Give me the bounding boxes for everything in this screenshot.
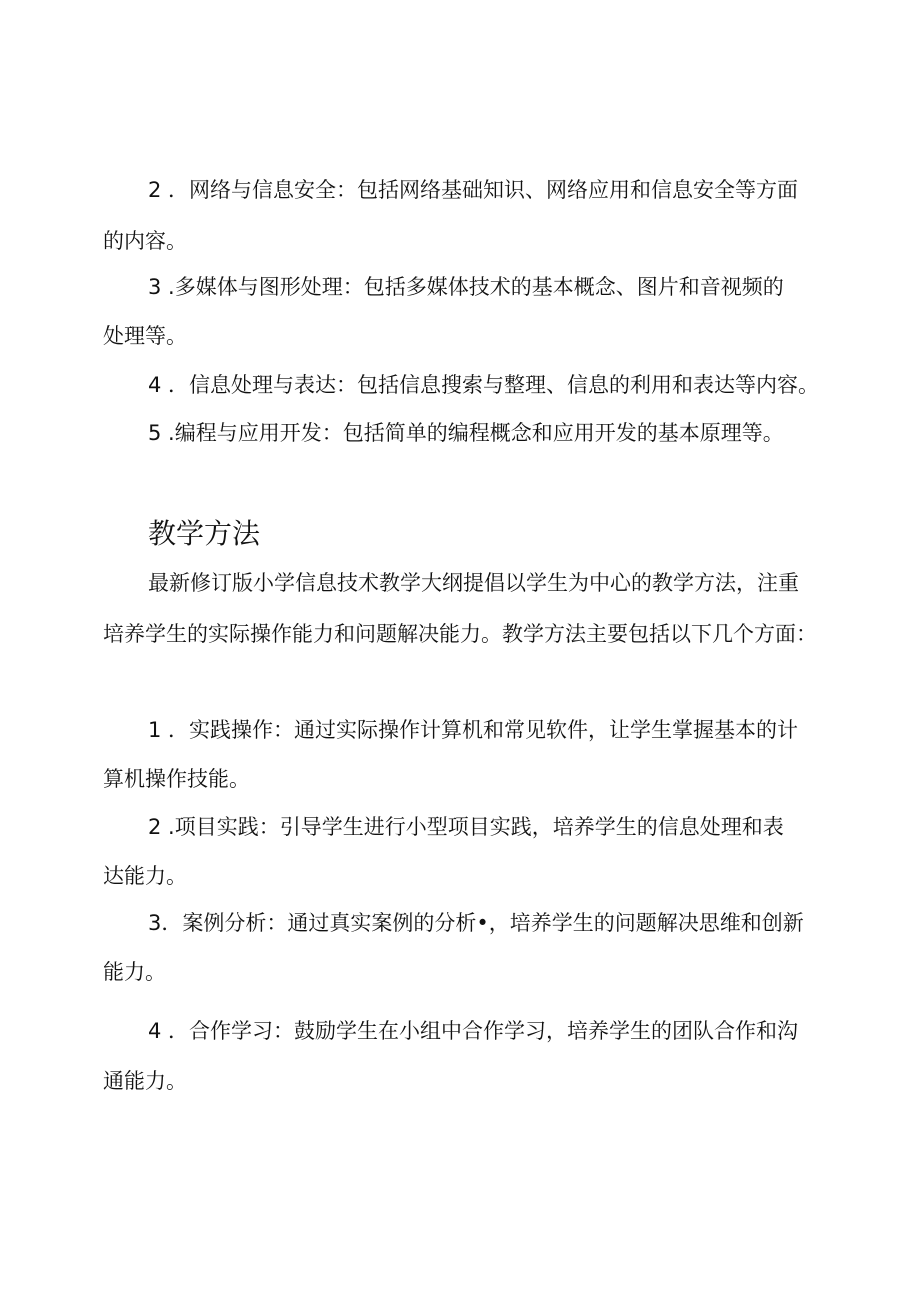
- content-item-2-line2: 的内容。: [103, 229, 187, 253]
- content-item-5-line1: 5 .编程与应用开发：包括简单的编程概念和应用开发的基本原理等。: [148, 421, 784, 445]
- method-item-4-line1: 4 ．合作学习：鼓励学生在小组中合作学习，培养学生的团队合作和沟: [148, 1019, 799, 1043]
- method-item-1-line1: 1 ．实践操作：通过实际操作计算机和常见软件，让学生掌握基本的计: [148, 718, 799, 742]
- method-item-1-line2: 算机操作技能。: [103, 767, 250, 791]
- intro-paragraph-line2: 培养学生的实际操作能力和问题解决能力。教学方法主要包括以下几个方面：: [103, 622, 817, 646]
- method-item-2-line2: 达能力。: [103, 864, 187, 888]
- content-item-2-line1: 2 ．网络与信息安全：包括网络基础知识、网络应用和信息安全等方面: [148, 178, 799, 202]
- section-heading-teaching-methods: 教学方法: [148, 517, 261, 550]
- content-item-3-line2: 处理等。: [103, 324, 187, 348]
- method-item-3-line1: 3．案例分析：通过真实案例的分析•，培养学生的问题解决思维和创新: [148, 911, 804, 935]
- content-item-4-line1: 4 ．信息处理与表达：包括信息搜索与整理、信息的利用和表达等内容。: [148, 373, 820, 397]
- method-item-2-line1: 2 .项目实践：引导学生进行小型项目实践，培养学生的信息处理和表: [148, 815, 784, 839]
- method-item-4-line2: 通能力。: [103, 1069, 187, 1093]
- method-item-3-line2: 能力。: [103, 960, 166, 984]
- intro-paragraph-line1: 最新修订版小学信息技术教学大纲提倡以学生为中心的教学方法，注重: [148, 571, 799, 595]
- content-item-3-line1: 3 .多媒体与图形处理：包括多媒体技术的基本概念、图片和音视频的: [148, 275, 784, 299]
